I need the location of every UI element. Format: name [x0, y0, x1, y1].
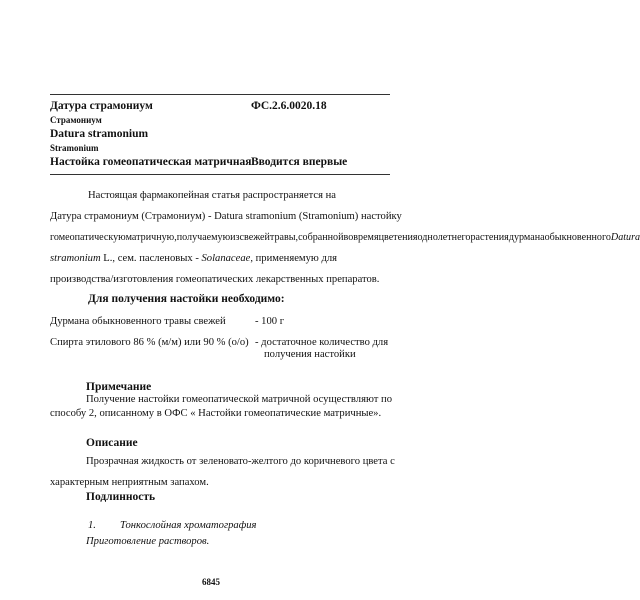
page-number: 6845 — [202, 577, 220, 587]
identity-heading: Подлинность — [86, 491, 156, 503]
intro-line-3-word: однолетнего — [417, 232, 471, 243]
header-rule — [50, 174, 390, 175]
subtitle-ru: Страмониум — [50, 115, 102, 125]
intro-line-3-word: травы, — [269, 232, 299, 243]
intro-line-3-word: время — [353, 232, 379, 243]
ingredient-2-amount-cont: получения настойки — [264, 349, 356, 360]
intro-line-2: Датура страмониум (Страмониум) - Datura stramonium (Stramonium) настойку — [50, 211, 402, 222]
intro-line-3-word: получаемую — [176, 232, 231, 243]
tlc-number: 1. — [88, 520, 96, 531]
document-code: ФС.2.6.0020.18 — [251, 100, 327, 112]
intro-line-1: Настоящая фармакопейная статья распространяется на — [88, 190, 336, 201]
intro-line-3-word: свежей — [239, 232, 270, 243]
intro-line-3-word: дурмана — [508, 232, 545, 243]
note-line-1: Получение настойки гомеопатической матричной осуществляют по — [86, 394, 392, 405]
intro-line-3-word: обыкновенного — [544, 232, 611, 243]
title-latin: Datura stramonium — [50, 128, 149, 140]
intro-line-3-word: из — [230, 232, 240, 243]
intro-line-5: производства/изготовления гомеопатических лекарственных препаратов. — [50, 274, 380, 285]
intro-line-3 — [50, 227, 640, 248]
ingredient-2-name: Спирта этилового 86 % (м/м) или 90 % (о/о) — [50, 337, 249, 348]
note-line-2: способу 2, описанному в ОФС « Настойки гомеопатические матричные». — [50, 408, 382, 419]
description-heading: Описание — [86, 437, 138, 449]
title-ru: Датура страмониум — [50, 100, 153, 112]
note-heading: Примечание — [86, 381, 152, 393]
intro-line-3-word: во — [343, 232, 354, 243]
tlc-title: Тонкослойная хроматография — [120, 520, 257, 531]
intro-line-3-word: собранной — [298, 232, 344, 243]
intro-line-3-species: Datura — [610, 232, 640, 243]
solutions-prep: Приготовление растворов. — [86, 536, 210, 547]
intro-paragraph — [50, 185, 640, 290]
ingredient-2-amount: - достаточное количество для — [255, 337, 389, 348]
preparation-title: Настойка гомеопатическая матричная — [50, 156, 252, 168]
ingredient-1-amount: - 100 г — [255, 316, 285, 327]
intro-line-3-word: матричную, — [125, 232, 177, 243]
description-paragraph — [50, 451, 395, 493]
description-line-2: характерным неприятным запахом. — [50, 477, 209, 488]
description-line-1: Прозрачная жидкость от зеленовато-желтого до коричневого цвета с — [86, 456, 395, 467]
intro-line-3-word: цветения — [378, 232, 418, 243]
note-paragraph — [50, 393, 390, 421]
intro-line-4: stramonium L., сем. пасленовых - Solanaceae, применяемую для — [50, 253, 338, 264]
intro-line-3-word: растения — [470, 232, 509, 243]
top-rule — [50, 94, 390, 95]
subtitle-latin: Stramonium — [50, 143, 99, 153]
status-note: Вводится впервые — [251, 156, 348, 168]
requirements-heading: Для получения настойки необходимо: — [88, 293, 285, 305]
intro-line-3-word: гомеопатическую — [50, 232, 126, 243]
ingredient-1-name: Дурмана обыкновенного травы свежей — [50, 316, 226, 327]
